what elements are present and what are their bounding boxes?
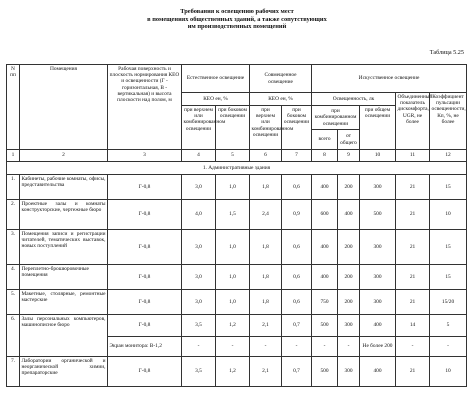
value-cell: 3,0 [182,265,216,290]
table-row [7,315,467,337]
value-cell: 21 [396,357,430,387]
header-keo-natural: КЕО eн, % [182,93,250,106]
value-cell: 0,9 [282,200,312,230]
value-cell: 2,1 [250,357,282,387]
value-cell: 21 [396,230,430,265]
value-cell: 1,0 [216,230,250,265]
value-cell: 21 [396,265,430,290]
col-number: 12 [430,150,467,162]
value-cell: 21 [396,290,430,315]
value-cell: 3,5 [182,315,216,337]
col-number: 6 [250,150,282,162]
value-cell: Не более 200 [360,337,396,357]
value-cell: 1,0 [216,265,250,290]
col-number: 4 [182,150,216,162]
surface-cell: Г-0,8 [108,290,182,315]
value-cell: 600 [312,200,338,230]
value-cell: 0,6 [282,175,312,200]
header-general-system: при общем освещении [360,106,396,150]
value-cell: - [338,337,360,357]
value-cell: - [396,337,430,357]
value-cell: 15 [430,230,467,265]
value-cell: - [216,337,250,357]
row-number: 4. [7,265,20,290]
table-number: Таблица 5.25 [429,49,464,56]
header-side-light-combined: при боковом освещении [282,106,312,150]
value-cell: 0,6 [282,265,312,290]
value-cell: 300 [360,290,396,315]
value-cell: - [282,337,312,357]
value-cell: 300 [338,315,360,337]
value-cell: 1,8 [250,290,282,315]
header-surface: Рабочая поверхность и плоскость нормирования КЕО и освещенности (Г - горизонтальная, В - вертикальная) и высота плоскости над полом, м [108,65,182,150]
value-cell: 3,5 [182,357,216,387]
header-from-general: от общего [338,130,360,150]
surface-cell: Г-0,8 [108,315,182,337]
room-name: Залы персональных компьютеров, машинописное бюро [20,315,108,357]
room-name: Переплетно-брошюровочные помещения [20,265,108,290]
value-cell: 14 [396,315,430,337]
value-cell: 300 [360,175,396,200]
header-side-light: при боковом освещении [216,106,250,150]
header-combined: Совмещенное освещение [250,65,312,93]
value-cell: 0,7 [282,315,312,337]
header-combined-system: при комбинированном освещении [312,106,360,130]
value-cell: 1,5 [216,200,250,230]
col-number: 7 [282,150,312,162]
document-title [0,8,474,31]
surface-cell: Г-0,8 [108,265,182,290]
surface-cell: Г-0,8 [108,175,182,200]
table-row [7,175,467,200]
header-artificial: Искусственное освещение [312,65,467,93]
surface-cell: Г-0,8 [108,230,182,265]
value-cell: 400 [312,175,338,200]
table-row [7,290,467,315]
value-cell: 300 [360,230,396,265]
header-top-light-combined: при верхнем или комбинированном освещении [250,106,282,150]
value-cell: 0,7 [282,357,312,387]
table-row [7,230,467,265]
value-cell: 21 [396,175,430,200]
value-cell: 500 [360,200,396,230]
header-natural: Естественное освещение [182,65,250,93]
value-cell: 0,6 [282,290,312,315]
value-cell: 200 [338,290,360,315]
room-name: Лаборатории органической и неорганической химии, препараторские [20,357,108,387]
header-ugr: Объединенный показатель дискомфорта, UGR, не более [396,93,430,150]
value-cell: 300 [338,357,360,387]
value-cell: 0,6 [282,230,312,265]
value-cell: - [430,337,467,357]
room-name: Кабинеты, рабочие комнаты, офисы, представительства [20,175,108,200]
requirements-table [6,64,467,387]
value-cell: 500 [312,315,338,337]
value-cell: 10 [430,357,467,387]
value-cell: 4,0 [182,200,216,230]
value-cell: 200 [338,230,360,265]
col-number: 5 [216,150,250,162]
title-line-1: Требования к освещению рабочих мест [180,8,294,15]
section-heading: 1. Административные здания [7,162,467,175]
room-name: Проектные залы и комнаты конструкторские, чертежные бюро [20,200,108,230]
header-illuminance: Освещенность, лк [312,93,396,106]
col-number: 10 [360,150,396,162]
header-total: всего [312,130,338,150]
col-number: 2 [20,150,108,162]
header-rooms: Помещения [20,65,108,150]
row-number: 5. [7,290,20,315]
row-number: 3. [7,230,20,265]
col-number: 1 [7,150,20,162]
value-cell: 10 [430,200,467,230]
value-cell: 15 [430,175,467,200]
value-cell: 5 [430,315,467,337]
value-cell: 400 [312,230,338,265]
value-cell: 1,8 [250,230,282,265]
title-line-2: в помещениях общественных зданий, а также сопутствующих [147,15,327,23]
value-cell: 3,0 [182,230,216,265]
value-cell: 3,0 [182,290,216,315]
value-cell: 400 [338,200,360,230]
value-cell: 200 [338,265,360,290]
value-cell: 3,0 [182,175,216,200]
value-cell: 1,8 [250,175,282,200]
room-name: Макетные, столярные, ремонтные мастерские [20,290,108,315]
value-cell: 500 [312,357,338,387]
value-cell: 1,0 [216,290,250,315]
value-cell: 750 [312,290,338,315]
table-row [7,357,467,387]
surface-cell: Экран монитора: В-1,2 [108,337,182,357]
value-cell: 400 [360,357,396,387]
value-cell: 1,2 [216,315,250,337]
header-keo-combined: КЕО eн, % [250,93,312,106]
value-cell: 200 [338,175,360,200]
surface-cell: Г-0,8 [108,357,182,387]
value-cell: 2,4 [250,200,282,230]
value-cell: - [312,337,338,357]
value-cell: 300 [360,265,396,290]
table-row [7,265,467,290]
value-cell: 21 [396,200,430,230]
value-cell: 1,8 [250,265,282,290]
col-number: 3 [108,150,182,162]
header-pulsation: Коэффициент пульсации освещенности, Кп, %, не более [430,93,467,150]
row-number: 6. [7,315,20,357]
surface-cell: Г-0,8 [108,200,182,230]
value-cell: - [250,337,282,357]
col-number: 9 [338,150,360,162]
header-top-light: при верхнем или комбинированном освещении [182,106,216,150]
room-name: Помещения записи и регистрации читателей, тематических выставок, новых поступлений [20,230,108,265]
col-number: 11 [396,150,430,162]
title-line-3: им производственных помещений [187,23,287,31]
value-cell: 1,0 [216,175,250,200]
value-cell: 15 [430,265,467,290]
value-cell: 15/20 [430,290,467,315]
row-number: 1. [7,175,20,200]
value-cell: 1,2 [216,357,250,387]
table-row [7,200,467,230]
value-cell: 2,1 [250,315,282,337]
header-num: N пп [7,65,20,150]
row-number: 7. [7,357,20,387]
value-cell: 400 [360,315,396,337]
value-cell: - [182,337,216,357]
value-cell: 400 [312,265,338,290]
col-number: 8 [312,150,338,162]
row-number: 2. [7,200,20,230]
column-numbers-row [7,150,467,162]
